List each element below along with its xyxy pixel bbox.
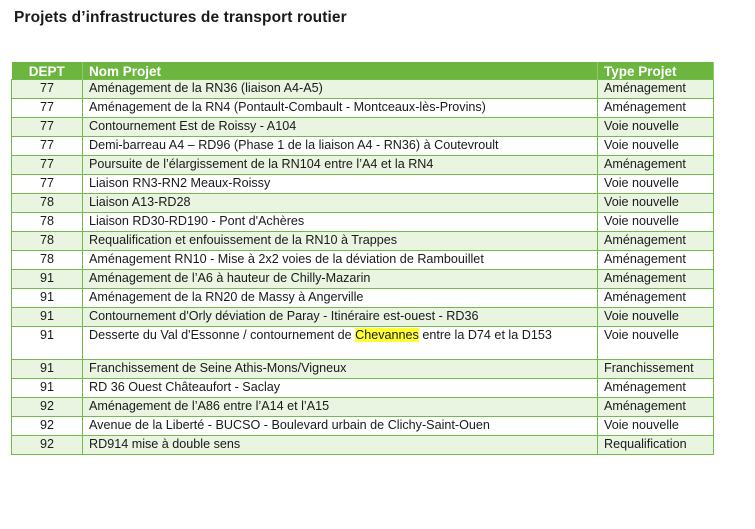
cell-dept: 77 bbox=[12, 99, 83, 118]
cell-type-projet: Aménagement bbox=[598, 270, 714, 289]
cell-nom-projet: Aménagement RN10 - Mise à 2x2 voies de la déviation de Rambouillet bbox=[83, 251, 598, 270]
column-header-type-projet: Type Projet bbox=[598, 62, 714, 80]
table-row bbox=[12, 80, 714, 99]
cell-nom-projet: Avenue de la Liberté - BUCSO - Boulevard urbain de Clichy-Saint-Ouen bbox=[83, 417, 598, 436]
cell-nom-projet: Aménagement de l’A86 entre l’A14 et l’A15 bbox=[83, 398, 598, 417]
table-row bbox=[12, 118, 714, 137]
cell-type-projet: Requalification bbox=[598, 436, 714, 455]
table-row bbox=[12, 99, 714, 118]
cell-dept: 77 bbox=[12, 118, 83, 137]
cell-type-projet: Voie nouvelle bbox=[598, 327, 714, 360]
cell-type-projet: Voie nouvelle bbox=[598, 417, 714, 436]
highlighted-text: Chevannes bbox=[355, 328, 419, 342]
table-row bbox=[12, 213, 714, 232]
cell-nom-projet: RD 36 Ouest Châteaufort - Saclay bbox=[83, 379, 598, 398]
table-row bbox=[12, 232, 714, 251]
cell-dept: 77 bbox=[12, 175, 83, 194]
cell-dept: 91 bbox=[12, 270, 83, 289]
cell-type-projet: Voie nouvelle bbox=[598, 137, 714, 156]
cell-dept: 92 bbox=[12, 417, 83, 436]
cell-dept: 92 bbox=[12, 436, 83, 455]
column-header-dept: DEPT bbox=[12, 62, 83, 80]
table-row bbox=[12, 379, 714, 398]
cell-nom-projet: Poursuite de l’élargissement de la RN104 entre l’A4 et la RN4 bbox=[83, 156, 598, 175]
cell-nom-projet: Demi-barreau A4 – RD96 (Phase 1 de la liaison A4 - RN36) à Coutevroult bbox=[83, 137, 598, 156]
table-row bbox=[12, 194, 714, 213]
cell-type-projet: Aménagement bbox=[598, 379, 714, 398]
cell-dept: 91 bbox=[12, 360, 83, 379]
cell-text-before: Desserte du Val d'Essonne / contournement de bbox=[89, 328, 356, 342]
cell-nom-projet: Aménagement de la RN20 de Massy à Angerville bbox=[83, 289, 598, 308]
table-row bbox=[12, 175, 714, 194]
cell-type-projet: Aménagement bbox=[598, 289, 714, 308]
cell-dept: 91 bbox=[12, 308, 83, 327]
cell-nom-projet: Liaison RN3-RN2 Meaux-Roissy bbox=[83, 175, 598, 194]
cell-nom-projet: Liaison RD30-RD190 - Pont d'Achères bbox=[83, 213, 598, 232]
cell-type-projet: Voie nouvelle bbox=[598, 175, 714, 194]
cell-nom-projet: Contournement Est de Roissy - A104 bbox=[83, 118, 598, 137]
table-row bbox=[12, 137, 714, 156]
cell-type-projet: Aménagement bbox=[598, 80, 714, 99]
cell-type-projet: Voie nouvelle bbox=[598, 118, 714, 137]
cell-nom-projet: Contournement d'Orly déviation de Paray - Itinéraire est-ouest - RD36 bbox=[83, 308, 598, 327]
table-row bbox=[12, 270, 714, 289]
cell-dept: 92 bbox=[12, 398, 83, 417]
table-row bbox=[12, 251, 714, 270]
cell-dept: 78 bbox=[12, 251, 83, 270]
cell-nom-projet: Liaison A13-RD28 bbox=[83, 194, 598, 213]
cell-nom-projet bbox=[83, 327, 598, 360]
cell-dept: 77 bbox=[12, 156, 83, 175]
cell-type-projet: Franchissement bbox=[598, 360, 714, 379]
cell-dept: 77 bbox=[12, 137, 83, 156]
cell-type-projet: Voie nouvelle bbox=[598, 194, 714, 213]
column-header-nom-projet: Nom Projet bbox=[83, 62, 598, 80]
cell-text-after: entre la D74 et la D153 bbox=[418, 328, 552, 342]
cell-dept: 91 bbox=[12, 327, 83, 360]
projects-table bbox=[11, 62, 714, 455]
page-title: Projets d’infrastructures de transport routier bbox=[14, 9, 347, 26]
table-row bbox=[12, 417, 714, 436]
table-row bbox=[12, 156, 714, 175]
cell-dept: 91 bbox=[12, 379, 83, 398]
cell-dept: 78 bbox=[12, 232, 83, 251]
cell-type-projet: Aménagement bbox=[598, 251, 714, 270]
cell-type-projet: Aménagement bbox=[598, 156, 714, 175]
cell-dept: 77 bbox=[12, 80, 83, 99]
table-row bbox=[12, 289, 714, 308]
table-header-row bbox=[12, 62, 714, 80]
cell-type-projet: Aménagement bbox=[598, 99, 714, 118]
cell-dept: 91 bbox=[12, 289, 83, 308]
cell-nom-projet: Requalification et enfouissement de la RN10 à Trappes bbox=[83, 232, 598, 251]
table-row bbox=[12, 436, 714, 455]
cell-nom-projet: Aménagement de l’A6 à hauteur de Chilly-Mazarin bbox=[83, 270, 598, 289]
table-row bbox=[12, 308, 714, 327]
table-row bbox=[12, 398, 714, 417]
cell-type-projet: Aménagement bbox=[598, 398, 714, 417]
cell-nom-projet: RD914 mise à double sens bbox=[83, 436, 598, 455]
table-row bbox=[12, 360, 714, 379]
cell-type-projet: Aménagement bbox=[598, 232, 714, 251]
cell-type-projet: Voie nouvelle bbox=[598, 308, 714, 327]
cell-nom-projet: Aménagement de la RN4 (Pontault-Combault - Montceaux-lès-Provins) bbox=[83, 99, 598, 118]
cell-type-projet: Voie nouvelle bbox=[598, 213, 714, 232]
cell-nom-projet: Aménagement de la RN36 (liaison A4-A5) bbox=[83, 80, 598, 99]
cell-dept: 78 bbox=[12, 194, 83, 213]
cell-dept: 78 bbox=[12, 213, 83, 232]
cell-nom-projet: Franchissement de Seine Athis-Mons/Vigneux bbox=[83, 360, 598, 379]
table-row bbox=[12, 327, 714, 360]
projects-table-container bbox=[11, 62, 713, 455]
